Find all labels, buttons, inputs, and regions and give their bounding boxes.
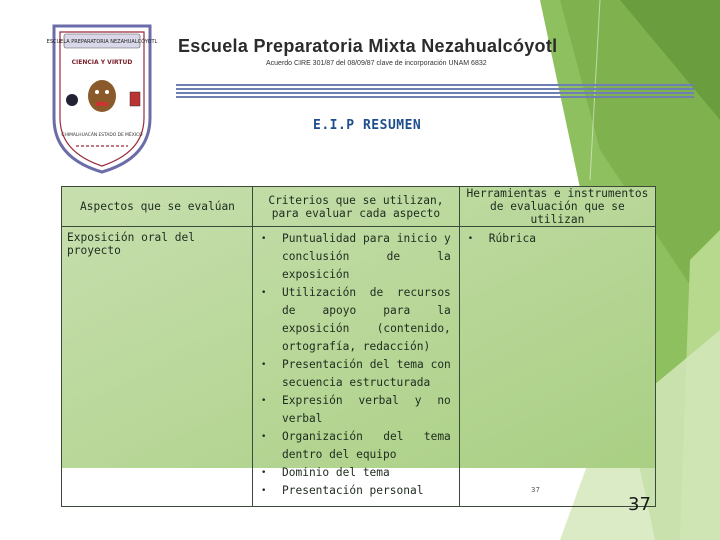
aspect-cell: Exposición oral del proyecto: [62, 227, 253, 507]
header-criterios: Criterios que se utilizan, para evaluar cada aspecto: [253, 187, 460, 227]
accreditation-subtitle: Acuerdo CIRE 301/87 del 08/09/87 clave de incorporación UNAM 6832: [266, 60, 487, 67]
criteria-item: • Dominio del tema: [261, 464, 451, 482]
page-number: 37: [628, 494, 651, 515]
criteria-item: • Expresión verbal y no verbal: [261, 392, 451, 428]
section-title: E.I.P RESUMEN: [313, 118, 422, 133]
criteria-item: • Organización del tema dentro del equipo: [261, 428, 451, 464]
school-crest-logo: [46, 18, 158, 176]
criteria-item: • Presentación del tema con secuencia estructurada: [261, 356, 451, 392]
header-aspectos: Aspectos que se evalúan: [62, 187, 253, 227]
tools-cell: [459, 227, 655, 507]
logo-banner-text: ESCUELA PREPARATORIA NEZAHUALCÓYOTL: [46, 39, 158, 45]
table-row: [62, 227, 656, 507]
criteria-cell: [253, 227, 460, 507]
logo-location-text: CHIMALHUACÁN ESTADO DE MÉXICO: [61, 133, 143, 138]
header-decorative-stripes: [176, 84, 696, 100]
school-name-heading: Escuela Preparatoria Mixta Nezahualcóyotl: [178, 36, 558, 56]
evaluation-table: [61, 186, 656, 507]
criteria-item: • Puntualidad para inicio y conclusión de la exposición: [261, 230, 451, 284]
tool-item: • Rúbrica: [468, 230, 647, 248]
header-herramientas: Herramientas e instrumentos de evaluación que se utilizan: [459, 187, 655, 227]
criteria-item: • Presentación personal: [261, 482, 451, 500]
table-header-row: [62, 187, 656, 227]
logo-motto-text: CIENCIA Y VIRTUD: [71, 59, 133, 66]
criteria-item: • Utilización de recursos de apoyo para la exposición (contenido, ortografía, redacción): [261, 284, 451, 356]
page-number-small: 37: [531, 486, 540, 494]
